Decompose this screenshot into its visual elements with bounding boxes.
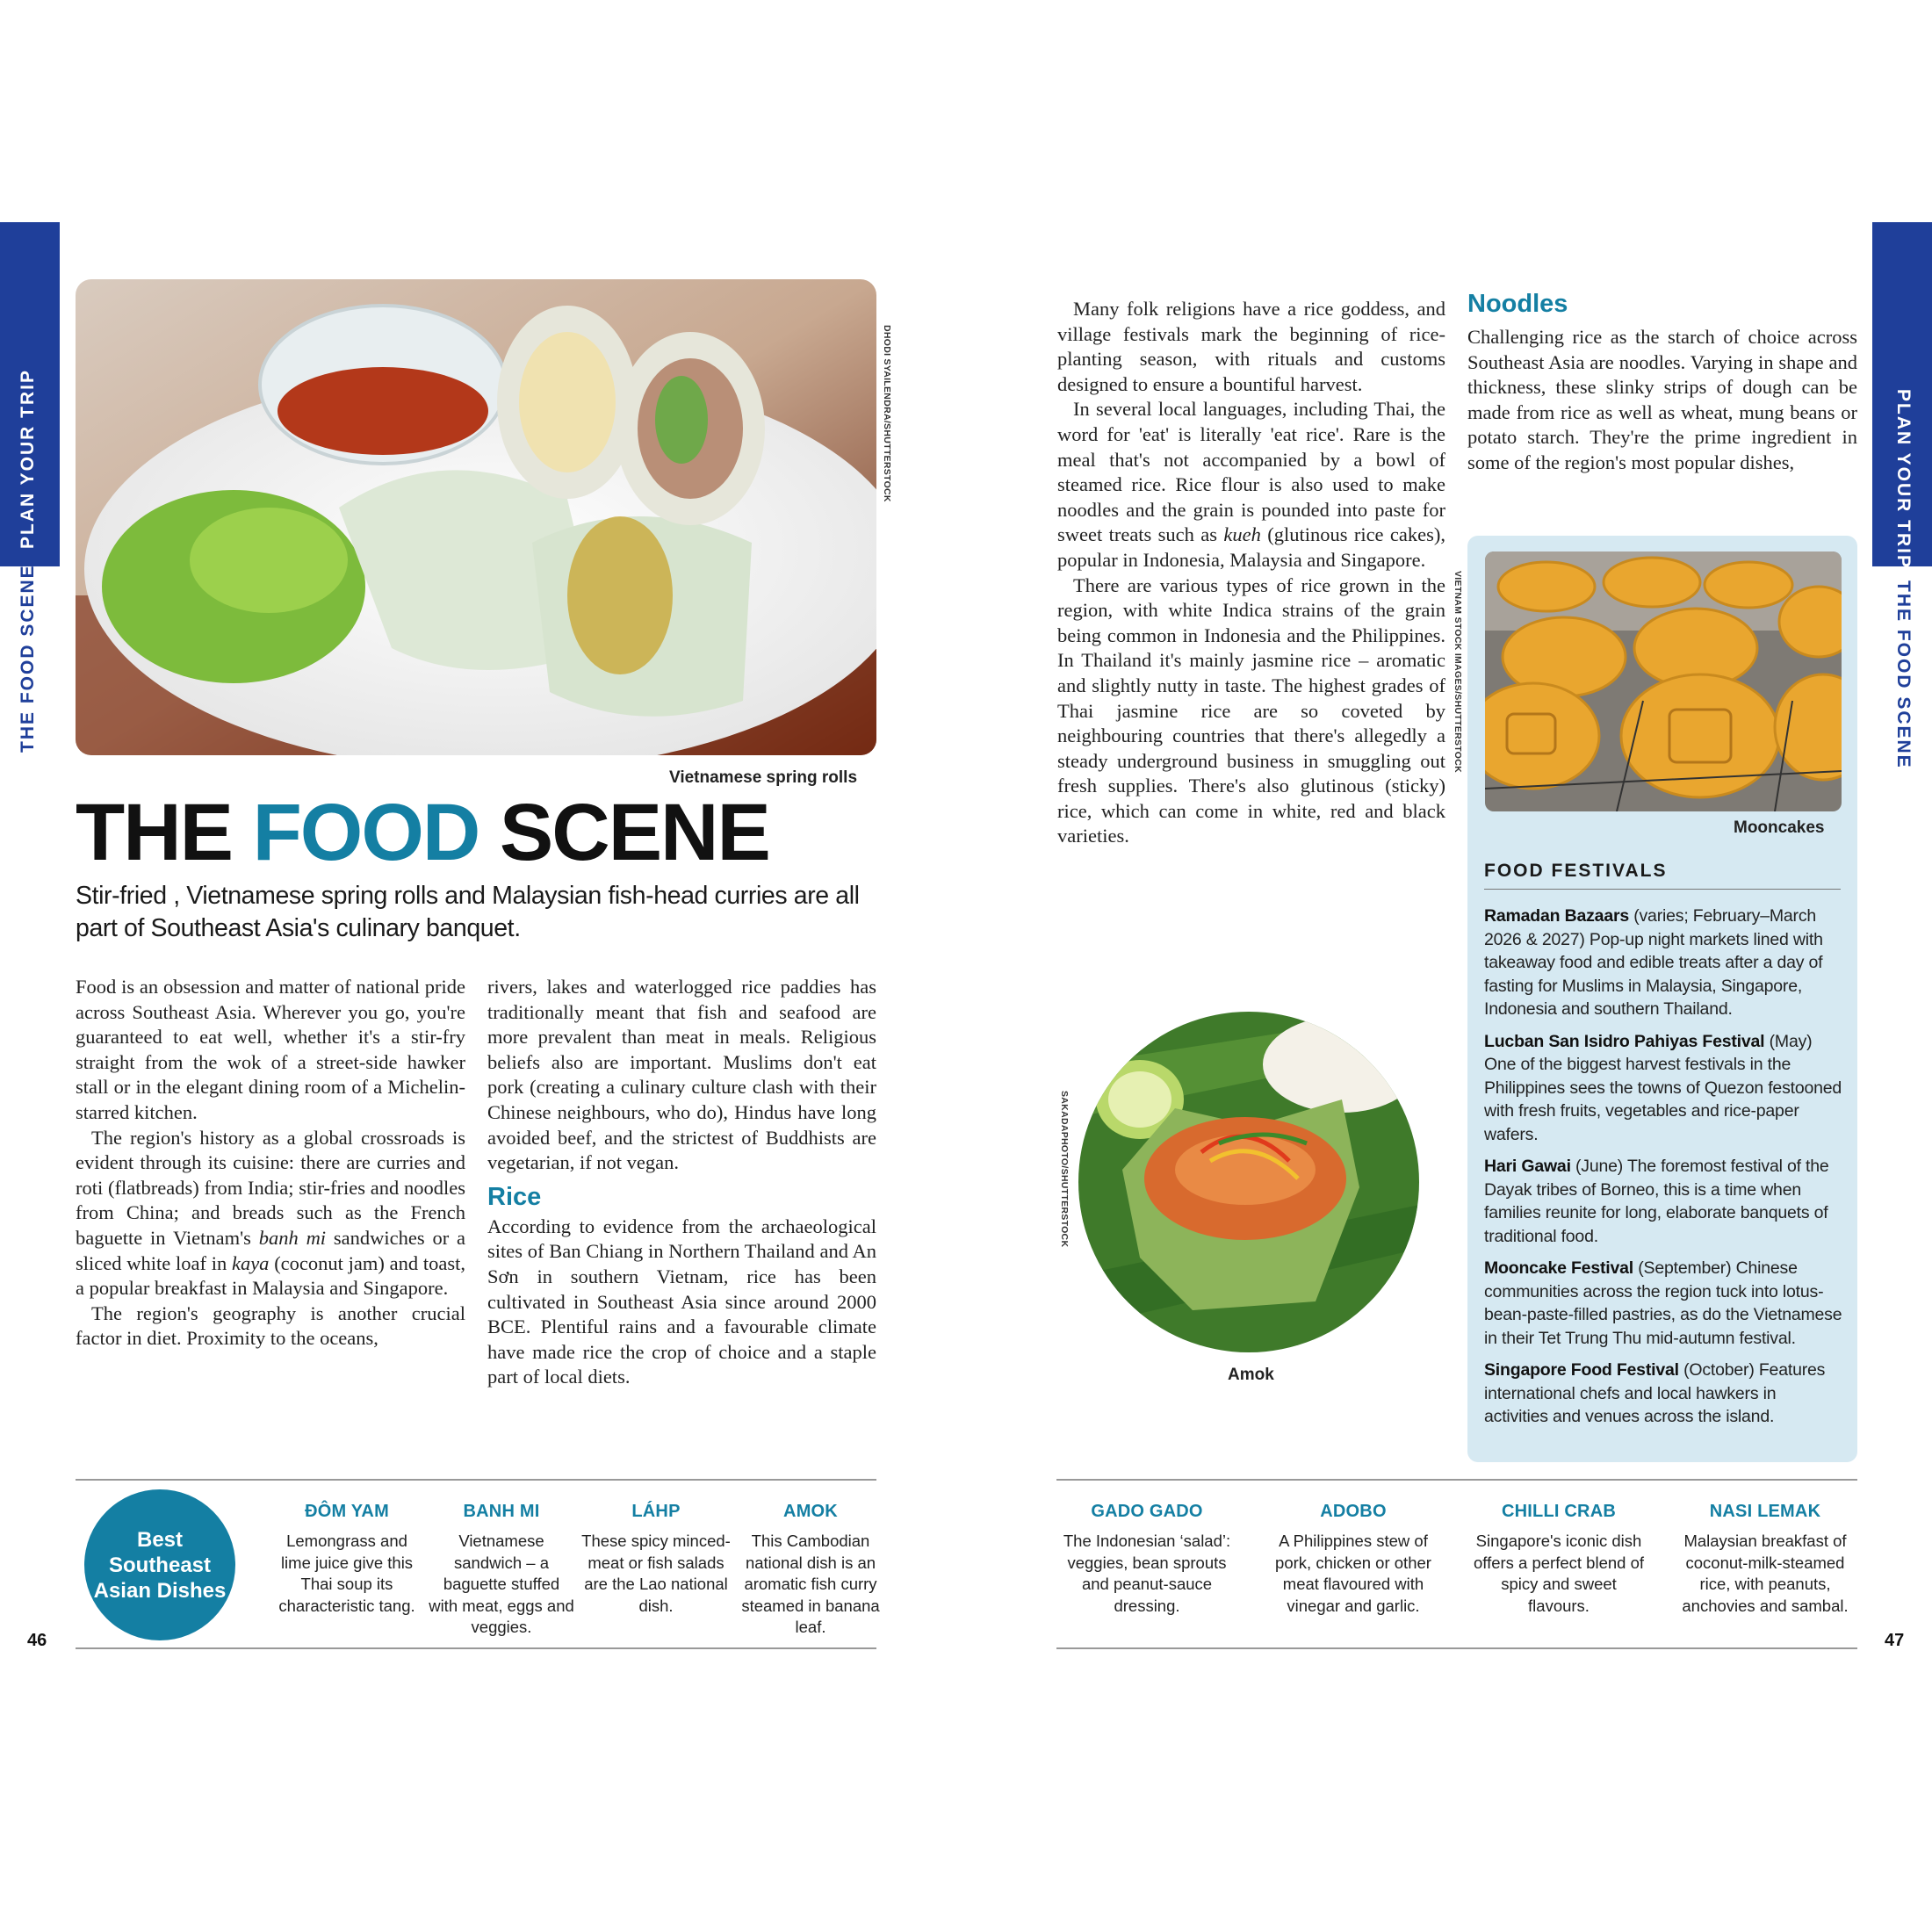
- col4-para1: Challenging rice as the starch of choice across Southeast Asia are noodles. Varying in shape and thickness, these slinky strips of dough can be made from rice as well as wheat, mung beans or potato starch. They're the prime ingredient in some of the region's most popular dishes,: [1467, 326, 1857, 473]
- mooncakes-photo: [1485, 551, 1842, 811]
- dishes-top-rule-left: [76, 1479, 876, 1481]
- col1-para2-italic1: banh mi: [258, 1226, 327, 1249]
- col1-para1: Food is an obsession and matter of national pride across Southeast Asia. Wherever you go, you're guaranteed to eat well, whether it's a stir-fry straight from the wok of a street-side hawker stall or in the elegant dining room of a Michelin-starred kitchen.: [76, 976, 465, 1123]
- col2-para2: According to evidence from the archaeological sites of Ban Chiang in Northern Thailand and An Sơn in southern Vietnam, rice has been cultivated in Southeast Asia since around 2000 BCE. Plentiful rains and a favourable climate have made rice the crop of choice and a staple part of local diets.: [487, 1215, 876, 1388]
- dish-item: [1674, 1502, 1856, 1617]
- amok-credit: SAKADAPHOTO/SHUTTERSTOCK: [1059, 1091, 1070, 1248]
- standfirst: Stir-fried , Vietnamese spring rolls and Malaysian fish-head curries are all part of Southeast Asia's culinary banquet.: [76, 882, 860, 942]
- festival-text: (May) One of the biggest harvest festivals in the Philippines sees the towns of Quezon festooned with fresh fruits, vegetables and rice-paper wafers.: [1484, 1031, 1842, 1144]
- title-part2: SCENE: [479, 788, 769, 877]
- festival-item: [1484, 1155, 1844, 1248]
- dish-desc: Lemongrass and lime juice give this Thai soup its characteristic tang.: [278, 1532, 415, 1615]
- spring-rolls-caption: Vietnamese spring rolls: [669, 768, 858, 787]
- spring-rolls-photo: [76, 279, 876, 755]
- mooncakes-caption: Mooncakes: [1734, 818, 1825, 837]
- body-column-1: [76, 975, 465, 1352]
- festival-name: Mooncake Festival: [1484, 1258, 1633, 1278]
- body-column-4: [1467, 325, 1857, 476]
- festival-text: (September) Chinese communities across the region tuck into lotus-bean-paste-filled pastries, as do the Vietnamese in their Tet Trung Thu mid-autumn festival.: [1484, 1258, 1842, 1348]
- dish-name: BANH MI: [463, 1502, 540, 1521]
- dish-item: [1468, 1502, 1649, 1617]
- dishes-bottom-rule-left: [76, 1647, 876, 1649]
- food-festivals-list: [1484, 905, 1844, 1438]
- dish-name: ADOBO: [1320, 1502, 1387, 1521]
- col3-para3: There are various types of rice grown in the region, with white Indica strains of the grain being common in Indonesia and the Philippines. In Thailand it's mainly jasmine rice – aromatic and slightly nutty in taste. The highest grades of Thai jasmine rice are so coveted by neighbouring countries that there's allegedly a steady underground business in smuggling out fresh supplies. There's also glutinous (sticky) rice, which can come in white, red and black varieties.: [1057, 573, 1445, 847]
- dish-item: [1054, 1502, 1240, 1617]
- col3-para2: [1057, 397, 1445, 573]
- dish-item: [427, 1502, 576, 1639]
- right-side-tab: [1872, 222, 1932, 819]
- best-dishes-badge: Best Southeast Asian Dishes: [84, 1489, 235, 1640]
- col1-para2-c: (coconut jam) and toast, a popular breakfast in Malaysia and Singapore.: [76, 1251, 465, 1300]
- amok-photo: [1078, 1012, 1419, 1352]
- festival-item: [1484, 905, 1844, 1021]
- dish-name: ĐÔM YAM: [305, 1502, 389, 1521]
- right-tab-section: PLAN YOUR TRIP: [1893, 389, 1914, 569]
- festival-name: Lucban San Isidro Pahiyas Festival: [1484, 1031, 1765, 1051]
- left-tab-section: PLAN YOUR TRIP: [18, 369, 38, 549]
- festival-name: Hari Gawai: [1484, 1157, 1571, 1176]
- noodles-heading: Noodles: [1467, 290, 1568, 318]
- dish-name: NASI LEMAK: [1709, 1502, 1821, 1521]
- col2-para1: rivers, lakes and waterlogged rice paddies has traditionally meant that fish and seafood are more prevalent than meat in meals. Religious beliefs also are important. Muslims don't eat pork (creating a culinary culture clash with their Chinese neighbours, who do), Hindus have long avoided beef, and the strictest of Buddhists are vegetarian, if not vegan.: [487, 976, 876, 1174]
- festival-text: (October) Features international chefs and local hawkers in activities and venues across the island.: [1484, 1360, 1826, 1426]
- left-side-tab: [0, 222, 60, 819]
- col1-para2: [76, 1126, 465, 1301]
- col1-para2-a: The region's history as a global crossroads is evident through its cuisine: there are curries and roti (flatbreads) from India; stir-fries and noodles from China; and breads such as the French baguette in Vietnam's: [76, 1126, 465, 1249]
- col3-para2-b: (glutinous rice cakes), popular in Indonesia, Malaysia and Singapore.: [1057, 523, 1445, 571]
- spring-rolls-credit: DHODI SYAILENDRA/SHUTTERSTOCK: [882, 325, 892, 502]
- rice-heading: Rice: [487, 1182, 542, 1211]
- dish-desc: A Philippines stew of pork, chicken or other meat flavoured with vinegar and garlic.: [1275, 1532, 1431, 1615]
- dishes-bottom-rule-right: [1056, 1647, 1857, 1649]
- body-column-3: [1057, 297, 1445, 849]
- dish-desc: Malaysian breakfast of coconut-milk-steamed rice, with peanuts, anchovies and sambal.: [1682, 1532, 1849, 1615]
- festival-text: (varies; February–March 2026 & 2027) Pop-up night markets lined with takeaway food and edible treats after a day of fasting for Muslims in Malaysia, Singapore, Indonesia and southern Thailand.: [1484, 906, 1823, 1019]
- amok-caption: Amok: [1228, 1366, 1274, 1384]
- festival-item: [1484, 1359, 1844, 1429]
- festival-item: [1484, 1030, 1844, 1147]
- dish-desc: This Cambodian national dish is an aromatic fish curry steamed in banana leaf.: [741, 1532, 880, 1636]
- col3-para2-a: In several local languages, including Thai, the word for 'eat' is literally 'eat rice'. Rare is the meal that's not accompanied by a bowl of steamed rice. Rice flour is also used to make noodles and the grain is pounded into paste for sweet treats such as: [1057, 398, 1445, 546]
- mooncakes-credit: VIETNAM STOCK IMAGES/SHUTTERSTOCK: [1453, 571, 1463, 774]
- col3-para1: Many folk religions have a rice goddess, and village festivals mark the beginning of rice-planting season, with rituals and customs designed to ensure a bountiful harvest.: [1057, 298, 1445, 395]
- body-column-2: [487, 975, 876, 1390]
- col3-para2-italic: kueh: [1223, 523, 1261, 546]
- festival-item: [1484, 1257, 1844, 1350]
- festival-name: Ramadan Bazaars: [1484, 906, 1629, 926]
- dish-desc: The Indonesian ‘salad’: veggies, bean sprouts and peanut-sauce dressing.: [1063, 1532, 1231, 1615]
- dish-item: [736, 1502, 885, 1639]
- col1-para2-italic2: kaya: [231, 1251, 270, 1274]
- dish-name: LÁHP: [631, 1502, 681, 1521]
- title-accent: FOOD: [252, 788, 479, 877]
- page-number-right: 47: [1885, 1631, 1905, 1650]
- left-tab-chapter: THE FOOD SCENE: [18, 564, 38, 753]
- dish-name: GADO GADO: [1091, 1502, 1203, 1521]
- dish-name: AMOK: [783, 1502, 838, 1521]
- title-part1: THE: [76, 788, 253, 877]
- dish-name: CHILLI CRAB: [1502, 1502, 1616, 1521]
- dish-desc: These spicy minced-meat or fish salads are the Lao national dish.: [581, 1532, 731, 1615]
- festival-name: Singapore Food Festival: [1484, 1360, 1679, 1380]
- page-title: [76, 788, 769, 877]
- food-festivals-heading: FOOD FESTIVALS: [1484, 861, 1841, 890]
- festival-text: (June) The foremost festival of the Dayak tribes of Borneo, this is a time when families reunite for long, elaborate banquets of traditional food.: [1484, 1157, 1829, 1246]
- col1-para2-b: sandwiches or a sliced white loaf in: [76, 1226, 465, 1274]
- right-tab-chapter: THE FOOD SCENE: [1893, 580, 1914, 769]
- col1-para3: The region's geography is another crucial factor in diet. Proximity to the oceans,: [76, 1301, 465, 1350]
- dish-item: [1265, 1502, 1441, 1617]
- dish-item: [272, 1502, 422, 1617]
- dish-desc: Singapore's iconic dish offers a perfect blend of spicy and sweet flavours.: [1473, 1532, 1645, 1615]
- dish-desc: Vietnamese sandwich – a baguette stuffed with meat, eggs and veggies.: [429, 1532, 574, 1636]
- dish-item: [581, 1502, 731, 1617]
- dishes-top-rule-right: [1056, 1479, 1857, 1481]
- page-number-left: 46: [27, 1631, 47, 1650]
